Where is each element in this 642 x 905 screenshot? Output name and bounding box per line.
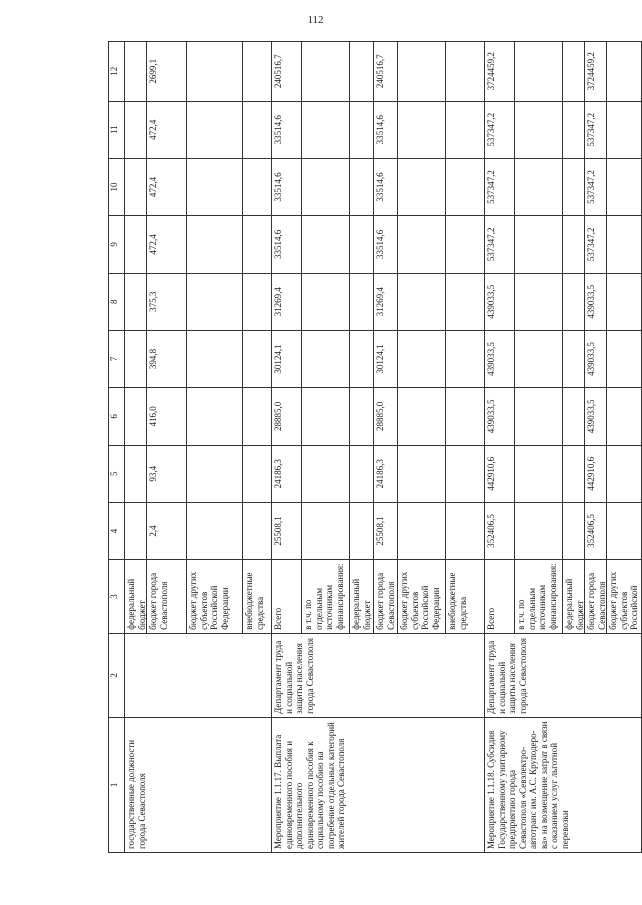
source-label: бюджет города Севастополя xyxy=(374,560,398,633)
value xyxy=(446,331,484,387)
value: 472,4 xyxy=(147,159,187,215)
value xyxy=(563,388,585,444)
value xyxy=(607,42,641,101)
value: 439033,5 xyxy=(485,331,515,387)
value-cell xyxy=(485,502,642,559)
value: 31269,4 xyxy=(374,274,398,330)
value xyxy=(302,102,350,158)
value-cell xyxy=(125,216,272,273)
value xyxy=(125,216,147,272)
source-label: внебюджетные средства xyxy=(244,572,265,630)
measure-cell xyxy=(125,717,272,852)
value xyxy=(350,388,374,444)
value xyxy=(398,503,446,559)
value-cell xyxy=(125,330,272,387)
header-cell: 10 xyxy=(109,158,125,215)
executor-cell xyxy=(272,633,485,717)
source-label: бюджет других субъектов Российской xyxy=(608,571,639,630)
value-cell xyxy=(272,101,485,158)
value-cell xyxy=(485,42,642,102)
source-label: федеральный бюджет xyxy=(563,560,585,633)
value-cell xyxy=(125,158,272,215)
value xyxy=(398,446,446,502)
value: 3724459,2 xyxy=(585,42,607,101)
value xyxy=(125,102,147,158)
value xyxy=(446,159,484,215)
value xyxy=(125,446,147,502)
source-label: Всего xyxy=(485,560,515,633)
source-label: бюджет других субъектов Российской Федерации xyxy=(187,560,243,633)
value xyxy=(243,216,271,272)
value xyxy=(302,274,350,330)
value: 537347,2 xyxy=(485,216,515,272)
value xyxy=(243,102,271,158)
source-label: внебюджетные средства xyxy=(447,572,468,630)
value xyxy=(302,216,350,272)
value-cell xyxy=(485,101,642,158)
value: 240516,7 xyxy=(374,42,398,101)
value xyxy=(125,331,147,387)
header-cell: 7 xyxy=(109,330,125,387)
value: 28885,0 xyxy=(374,388,398,444)
executor-cell xyxy=(485,633,642,717)
value xyxy=(187,159,243,215)
value: 537347,2 xyxy=(585,102,607,158)
value: 33514,6 xyxy=(272,102,302,158)
value xyxy=(243,42,271,101)
value xyxy=(187,42,243,101)
value: 537347,2 xyxy=(485,102,515,158)
value: 28885,0 xyxy=(272,388,302,444)
value xyxy=(350,446,374,502)
value xyxy=(607,446,641,502)
value xyxy=(398,216,446,272)
measure-text: Мероприятие 1.1.17. Выплата единовременного пособия и дополнительного единовременного пособия к социальному пособию на погребение отдельных категорий жителей города Севастополя xyxy=(273,722,346,849)
header-cell: 1 xyxy=(109,717,125,852)
value: 472,4 xyxy=(147,102,187,158)
value xyxy=(187,216,243,272)
value xyxy=(446,503,484,559)
executor-text xyxy=(125,634,127,717)
value-cell xyxy=(485,158,642,215)
value xyxy=(398,159,446,215)
value-cell xyxy=(485,330,642,387)
value: 93,4 xyxy=(147,446,187,502)
value: 2699,1 xyxy=(147,42,187,101)
value xyxy=(563,503,585,559)
value xyxy=(563,446,585,502)
value: 537347,2 xyxy=(485,159,515,215)
value xyxy=(243,503,271,559)
value xyxy=(515,216,563,272)
value-cell xyxy=(272,158,485,215)
source-label: Всего xyxy=(272,560,302,633)
header-cell: 6 xyxy=(109,388,125,445)
value: 2,4 xyxy=(147,503,187,559)
value xyxy=(563,159,585,215)
header-cell: 3 xyxy=(109,560,125,634)
measure-text: Мероприятие 1.1.18. Субсидия Государственному унитарному предприятию города Севастополя «Севэлектро-автотранс им. А.С. Круподеро-ва» на возмещение затрат в связи с оказанием услуг льготной перевозки xyxy=(486,721,570,849)
value xyxy=(607,274,641,330)
value xyxy=(125,274,147,330)
header-cell: 8 xyxy=(109,273,125,330)
value: 3724459,2 xyxy=(485,42,515,101)
value-cell xyxy=(272,445,485,502)
value: 33514,6 xyxy=(374,216,398,272)
value xyxy=(350,102,374,158)
value xyxy=(515,503,563,559)
value xyxy=(515,102,563,158)
header-cell: 9 xyxy=(109,216,125,273)
value xyxy=(563,274,585,330)
rotated-table-wrapper xyxy=(108,41,639,853)
value xyxy=(187,388,243,444)
value xyxy=(607,503,641,559)
value xyxy=(398,274,446,330)
measure-cell xyxy=(485,717,642,852)
value-cell xyxy=(272,388,485,445)
value: 24186,3 xyxy=(272,446,302,502)
header-cell: 2 xyxy=(109,633,125,717)
value: 394,8 xyxy=(147,331,187,387)
value: 352406,5 xyxy=(585,503,607,559)
value: 25508,1 xyxy=(272,503,302,559)
value-cell xyxy=(125,273,272,330)
value-cell xyxy=(125,445,272,502)
value: 537347,2 xyxy=(585,159,607,215)
section-row xyxy=(272,42,485,853)
value xyxy=(446,102,484,158)
value xyxy=(350,503,374,559)
value xyxy=(607,388,641,444)
value-cell xyxy=(272,273,485,330)
value xyxy=(243,331,271,387)
value-cell xyxy=(485,445,642,502)
value xyxy=(302,159,350,215)
value xyxy=(302,42,350,101)
value xyxy=(243,388,271,444)
header-cell: 5 xyxy=(109,445,125,502)
value xyxy=(607,102,641,158)
value: 240516,7 xyxy=(272,42,302,101)
value-cell xyxy=(485,273,642,330)
value xyxy=(350,216,374,272)
value xyxy=(398,388,446,444)
value xyxy=(563,216,585,272)
value xyxy=(243,446,271,502)
value xyxy=(398,331,446,387)
source-label: в т.ч. по отдельным источникам финансирования: xyxy=(302,560,350,633)
value-cell xyxy=(125,502,272,559)
value: 352406,5 xyxy=(485,503,515,559)
value: 33514,6 xyxy=(374,159,398,215)
page-number: 112 xyxy=(307,14,324,26)
value xyxy=(398,42,446,101)
value-cell xyxy=(125,101,272,158)
header-cell: 4 xyxy=(109,502,125,559)
value xyxy=(302,503,350,559)
value xyxy=(302,388,350,444)
source-label: федеральный бюджет xyxy=(125,560,147,633)
value xyxy=(515,274,563,330)
value: 439033,5 xyxy=(485,274,515,330)
value xyxy=(125,42,147,101)
value xyxy=(515,388,563,444)
value xyxy=(446,388,484,444)
value-cell xyxy=(272,330,485,387)
value: 439033,5 xyxy=(585,331,607,387)
source-cell xyxy=(485,560,642,634)
value-cell xyxy=(272,216,485,273)
value: 24186,3 xyxy=(374,446,398,502)
executor-text: Департамент труда и социальной защиты населения города Севастополя xyxy=(486,637,528,714)
value xyxy=(302,331,350,387)
header-cell: 11 xyxy=(109,101,125,158)
measure-cell xyxy=(272,717,485,852)
value xyxy=(187,446,243,502)
value xyxy=(515,446,563,502)
source-cell xyxy=(125,560,272,634)
value xyxy=(187,274,243,330)
measure-text: государственные должности города Севастополя xyxy=(126,739,147,849)
value xyxy=(515,331,563,387)
value xyxy=(563,331,585,387)
executor-text: Департамент труда и социальной защиты населения города Севастополя xyxy=(273,637,315,714)
value: 25508,1 xyxy=(374,503,398,559)
value xyxy=(243,274,271,330)
value: 33514,6 xyxy=(374,102,398,158)
value-cell xyxy=(272,502,485,559)
value xyxy=(187,102,243,158)
value: 30124,1 xyxy=(374,331,398,387)
value xyxy=(563,42,585,101)
source-label: бюджет других субъектов Российской Федерации xyxy=(398,560,446,633)
value xyxy=(446,42,484,101)
value xyxy=(563,102,585,158)
value: 472,4 xyxy=(147,216,187,272)
value: 439033,5 xyxy=(585,274,607,330)
value: 30124,1 xyxy=(272,331,302,387)
source-label: в т.ч. по отдельным источникам финансирования: xyxy=(515,560,563,633)
value: 537347,2 xyxy=(585,216,607,272)
value xyxy=(607,331,641,387)
value xyxy=(243,159,271,215)
value xyxy=(350,42,374,101)
value xyxy=(125,388,147,444)
value-cell xyxy=(485,388,642,445)
source-label: бюджет города Севастополя xyxy=(147,560,187,633)
value: 375,3 xyxy=(147,274,187,330)
value xyxy=(350,331,374,387)
value: 31269,4 xyxy=(272,274,302,330)
value xyxy=(607,216,641,272)
executor-cell xyxy=(125,633,272,717)
value xyxy=(125,159,147,215)
section-row xyxy=(485,42,642,853)
funding-table xyxy=(108,41,642,853)
value xyxy=(350,159,374,215)
value xyxy=(515,159,563,215)
source-label: федеральный бюджет xyxy=(350,560,374,633)
section-row xyxy=(125,42,272,853)
value: 439033,5 xyxy=(485,388,515,444)
value xyxy=(446,274,484,330)
value: 416,0 xyxy=(147,388,187,444)
value xyxy=(398,102,446,158)
value: 442910,6 xyxy=(485,446,515,502)
value xyxy=(187,331,243,387)
value-cell xyxy=(125,388,272,445)
value xyxy=(446,446,484,502)
value: 439033,5 xyxy=(585,388,607,444)
value xyxy=(515,42,563,101)
value xyxy=(446,216,484,272)
value-cell xyxy=(125,42,272,102)
header-row xyxy=(109,42,125,853)
value xyxy=(187,503,243,559)
value-cell xyxy=(272,42,485,102)
value xyxy=(350,274,374,330)
value: 33514,6 xyxy=(272,159,302,215)
value xyxy=(607,159,641,215)
table-body xyxy=(109,42,642,853)
source-label: бюджет города Севастополя xyxy=(585,560,607,633)
source-cell xyxy=(272,560,485,634)
value xyxy=(302,446,350,502)
value-cell xyxy=(485,216,642,273)
value: 33514,6 xyxy=(272,216,302,272)
value: 442910,6 xyxy=(585,446,607,502)
value xyxy=(125,503,147,559)
header-cell: 12 xyxy=(109,42,125,102)
